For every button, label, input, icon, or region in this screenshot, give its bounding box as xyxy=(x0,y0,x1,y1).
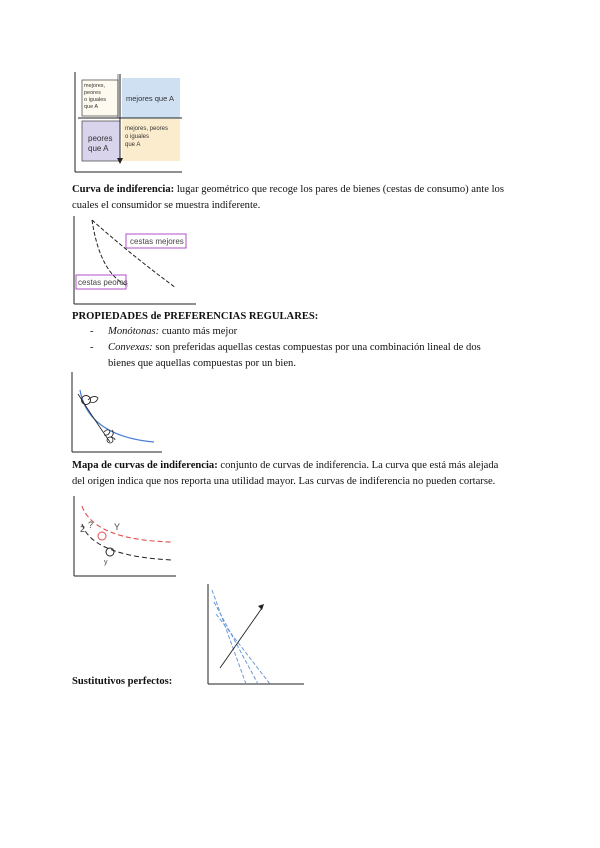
quadrant-bottomleft-2: que A xyxy=(88,144,109,153)
curva-line-2: cuales el consumidor se muestra indiferente. xyxy=(72,200,261,211)
quadrant-bottomleft-1: peores xyxy=(88,134,113,143)
convexas-text-2: bienes que aquellas compuestas por un bien. xyxy=(108,358,296,369)
perfect-substitutes-svg xyxy=(200,580,306,688)
cestas-mejores-label: cestas mejores xyxy=(130,237,184,246)
indifference-curve-figure xyxy=(70,214,200,310)
propiedades-title: PROPIEDADES de PREFERENCIAS REGULARES: xyxy=(72,311,319,322)
monotonas-term: Monótonas: xyxy=(108,326,160,337)
bullet-dash-1: - xyxy=(90,326,94,337)
mapa-definition xyxy=(72,458,542,490)
mapa-line-1: conjunto de curvas de indiferencia. La curva que está más alejada xyxy=(220,460,499,471)
quadrant-topleft-3: o iguales xyxy=(84,97,107,103)
perfect-substitutes-figure xyxy=(200,580,306,688)
bullet-item-convexas xyxy=(108,340,528,372)
svg-text:Y: Y xyxy=(114,522,121,532)
quadrant-topleft-4: que A xyxy=(84,104,99,110)
mapa-line-2: del origen indica que nos reporta una utilidad mayor. Las curvas de indiferencia no pueden cortarse. xyxy=(72,476,496,487)
quadrant-figure xyxy=(72,72,184,178)
convexas-term: Convexas: xyxy=(108,342,153,353)
curva-definition xyxy=(72,182,542,214)
convex-sketch-svg xyxy=(66,370,166,456)
svg-text:?: ? xyxy=(88,520,94,530)
indifference-map-figure xyxy=(68,494,180,580)
convexas-text-1: son preferidas aquellas cestas compuestas por una combinación lineal de dos xyxy=(155,342,481,353)
quadrant-topleft-2: peores xyxy=(84,90,101,96)
bullet-dash-2: - xyxy=(90,342,94,353)
quadrant-bottomright-1: mejores, peores xyxy=(125,126,169,132)
bullet-item-monotonas xyxy=(108,324,237,340)
cestas-peores-label: cestas peores xyxy=(78,278,128,287)
quadrant-topleft-1: mejores, xyxy=(84,83,106,89)
convex-sketch-figure xyxy=(66,370,166,456)
quadrant-svg xyxy=(72,72,184,178)
sustitutivos-label: Sustitutivos perfectos: xyxy=(72,676,173,687)
quadrant-bottomright-2: o iguales xyxy=(125,134,150,140)
svg-text:2: 2 xyxy=(80,524,86,534)
indifference-curve-svg xyxy=(70,214,200,310)
curva-line-1: lugar geométrico que recoge los pares de bienes (cestas de consumo) ante los xyxy=(176,184,504,195)
monotonas-text: cuanto más mejor xyxy=(161,326,238,337)
curva-term: Curva de indiferencia: xyxy=(72,184,175,195)
quadrant-topright-label: mejores que A xyxy=(126,94,174,103)
indifference-map-svg xyxy=(68,494,180,580)
mapa-term: Mapa de curvas de indiferencia: xyxy=(72,460,218,471)
svg-text:y: y xyxy=(104,559,108,566)
quadrant-bottomright-3: que A xyxy=(125,142,141,148)
